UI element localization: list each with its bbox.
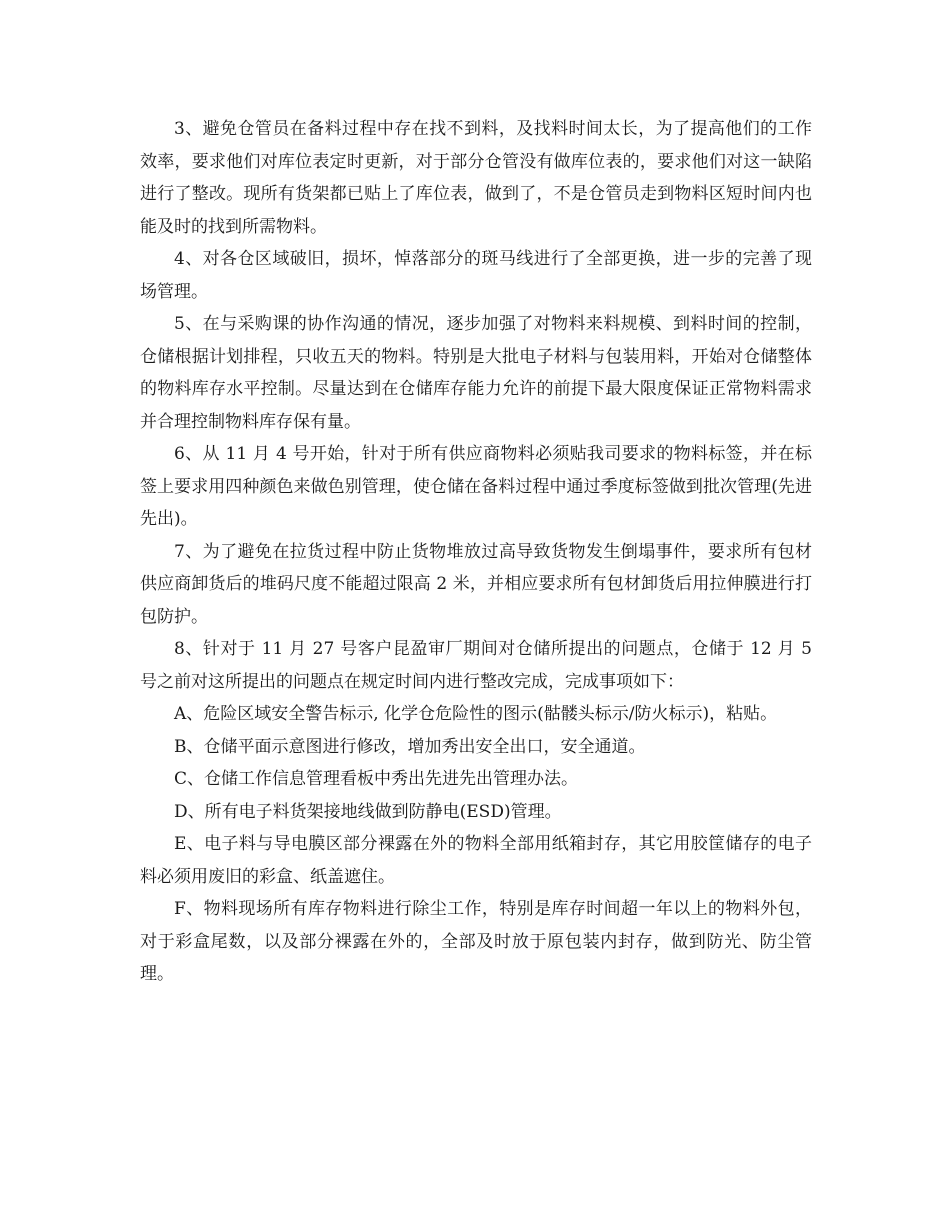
- item-f-dust-removal: F、物料现场所有库存物料进行除尘工作，特别是库存时间超一年以上的物料外包，对于彩盒尾数，以及部分裸露在外的，全部及时放于原包装内封存，做到防光、防尘管理。: [140, 899, 812, 984]
- item-d-esd-grounding: D、所有电子料货架接地线做到防静电(ESD)管理。: [174, 801, 562, 822]
- item-c-info-board: C、仓储工作信息管理看板中秀出先进先出管理办法。: [174, 769, 579, 789]
- paragraph-4-zebra-lines: 4、对各仓区域破旧，损坏，悼落部分的斑马线进行了全部更换，进一步的完善了现场管理。: [140, 249, 812, 302]
- paragraph-3-shelf-location-table: 3、避免仓管员在备料过程中存在找不到料，及找料时间太长，为了提高他们的工作效率，要求他们对库位表定时更新，对于部分仓管没有做库位表的，要求他们对这一缺陷进行了整改。现所有货架都已贴上了库位表，做到了，不是仓管员走到物料区短时间内也能及时的找到所需物料。: [140, 119, 812, 237]
- paragraph-7-stacking-height: 7、为了避免在拉货过程中防止货物堆放过高导致货物发生倒塌事件，要求所有包材供应商卸货后的堆码尺度不能超过限高 2 米，并相应要求所有包材卸货后用拉伸膜进行打包防护。: [140, 541, 812, 627]
- paragraph-5-purchasing-coordination: 5、在与采购课的协作沟通的情况，逐步加强了对物料来料规模、到料时间的控制，仓储根据计划排程，只收五天的物料。特别是大批电子材料与包装用料，开始对仓储整体的物料库存水平控制。尽量达到在仓储库存能力允许的前提下最大限度保证正常物料需求并合理控制物料库存保有量。: [140, 314, 812, 432]
- item-b-floor-plan: B、仓储平面示意图进行修改，增加秀出安全出口，安全通道。: [174, 736, 646, 757]
- document-body: [140, 113, 812, 991]
- item-a-hazard-signs: A、危险区域安全警告标示, 化学仓危险性的图示(骷髅头标示/防火标示)，粘贴。: [174, 704, 778, 724]
- paragraph-6-material-labels: 6、从 11 月 4 号开始，针对于所有供应商物料必须贴我司要求的物料标签，并在标签上要求用四种颜色来做色别管理，使仓储在备料过程中通过季度标签做到批次管理(先进先出)。: [140, 444, 812, 529]
- item-e-material-sealing: E、电子料与导电膜区部分裸露在外的物料全部用纸箱封存，其它用胶筐储存的电子料必须用废旧的彩盒、纸盖遮住。: [140, 834, 812, 887]
- paragraph-8-audit-corrections: 8、针对于 11 月 27 号客户昆盈审厂期间对仓储所提出的问题点，仓储于 12 月 5 号之前对这所提出的问题点在规定时间内进行整改完成，完成事项如下：: [140, 639, 812, 692]
